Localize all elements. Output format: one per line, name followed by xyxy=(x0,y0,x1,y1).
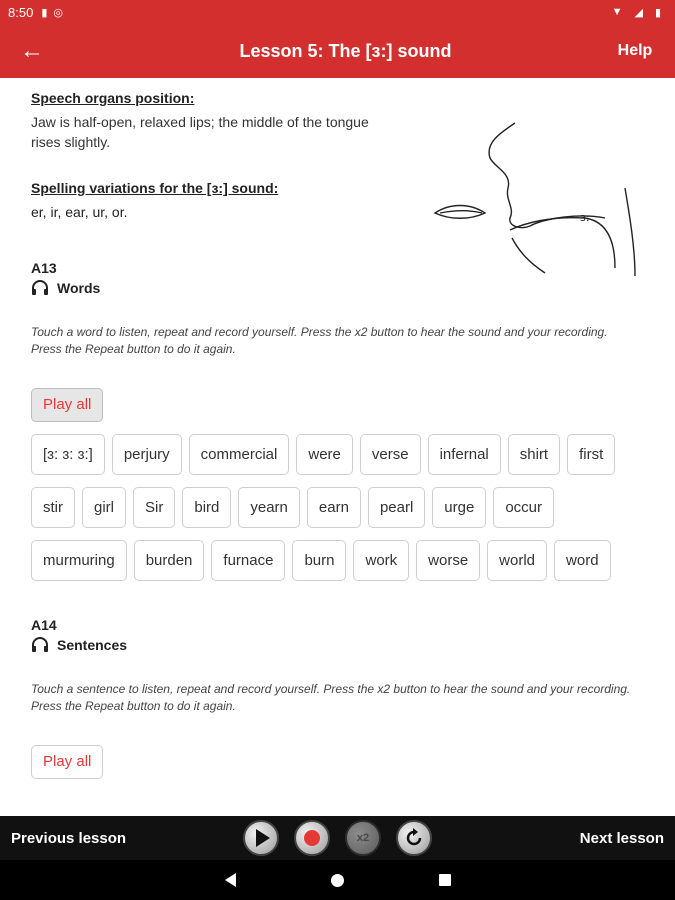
word-button[interactable]: occur xyxy=(493,487,554,528)
word-button[interactable]: Sir xyxy=(133,487,175,528)
nav-home-icon[interactable] xyxy=(331,874,344,887)
word-button[interactable]: girl xyxy=(82,487,126,528)
headphones-icon xyxy=(31,280,49,296)
repeat-icon xyxy=(404,828,424,848)
headphones-icon xyxy=(31,637,49,653)
x2-icon: x2 xyxy=(356,832,370,844)
word-button[interactable]: murmuring xyxy=(31,540,127,581)
app-bar xyxy=(0,24,675,78)
signal-icon: ◢ xyxy=(634,6,643,19)
repeat-button[interactable] xyxy=(396,820,432,856)
nav-back-icon[interactable] xyxy=(225,873,236,887)
exercise-code-a13: A13 xyxy=(31,260,57,276)
arrow-left-icon: ← xyxy=(20,37,44,64)
back-button[interactable] xyxy=(0,24,64,78)
status-time: 8:50 xyxy=(8,4,34,20)
word-button[interactable]: infernal xyxy=(428,434,501,475)
exercise-heading-sentences xyxy=(31,637,644,653)
word-button[interactable]: commercial xyxy=(189,434,290,475)
exercise-title-sentences: Sentences xyxy=(57,637,128,653)
word-list xyxy=(31,434,641,581)
word-button[interactable]: first xyxy=(567,434,615,475)
play-button[interactable] xyxy=(243,820,279,856)
word-button[interactable]: [ɜ: ɜ: ɜ:] xyxy=(31,434,105,475)
word-button[interactable]: yearn xyxy=(238,487,300,528)
player-bar xyxy=(0,816,675,860)
word-button[interactable]: world xyxy=(487,540,547,581)
word-button[interactable]: were xyxy=(296,434,353,475)
word-button[interactable]: perjury xyxy=(112,434,182,475)
speech-organs-diagram xyxy=(430,118,645,278)
word-button[interactable]: pearl xyxy=(368,487,425,528)
word-button[interactable]: verse xyxy=(360,434,421,475)
word-button[interactable]: word xyxy=(554,540,611,581)
help-button[interactable]: Help xyxy=(617,42,653,59)
play-all-sentences-button[interactable]: Play all xyxy=(31,745,103,779)
exercise-code-a14: A14 xyxy=(31,617,57,633)
speech-organs-text: Jaw is half-open, relaxed lips; the middle of the tongue rises slightly. xyxy=(31,114,369,150)
exercise-title-words: Words xyxy=(57,280,101,296)
diagram-sound-label: ɜ: xyxy=(580,211,590,224)
x2-button[interactable] xyxy=(345,820,381,856)
exercise-instructions-sentences: Touch a sentence to listen, repeat and record yourself. Press the x2 button to hear the sound and your recording. Press the Repeat button to do it again. xyxy=(31,682,631,713)
player-controls xyxy=(243,820,432,856)
word-button[interactable]: burden xyxy=(134,540,205,581)
sync-icon: ◎ xyxy=(53,6,63,19)
word-button[interactable]: work xyxy=(353,540,409,581)
word-button[interactable]: worse xyxy=(416,540,480,581)
word-button[interactable]: earn xyxy=(307,487,361,528)
play-icon xyxy=(256,829,270,847)
system-nav-bar xyxy=(0,860,675,900)
word-button[interactable]: urge xyxy=(432,487,486,528)
record-button[interactable] xyxy=(294,820,330,856)
word-button[interactable]: bird xyxy=(182,487,231,528)
lesson-content[interactable] xyxy=(0,78,675,816)
play-all-words-button[interactable]: Play all xyxy=(31,388,103,422)
word-button[interactable]: furnace xyxy=(211,540,285,581)
record-icon xyxy=(304,830,320,846)
nav-recents-icon[interactable] xyxy=(439,874,451,886)
spelling-title: Spelling variations for the [ɜ:] sound: xyxy=(31,180,279,196)
exercise-instructions-words: Touch a word to listen, repeat and record yourself. Press the x2 button to hear the sound and your recording. Press the Repeat button to do it again. xyxy=(31,325,608,356)
word-button[interactable]: stir xyxy=(31,487,75,528)
next-lesson-button[interactable]: Next lesson xyxy=(579,829,664,847)
sd-card-icon: ▮ xyxy=(41,6,48,19)
word-button[interactable]: burn xyxy=(292,540,346,581)
status-bar xyxy=(0,0,675,24)
previous-lesson-button[interactable]: Previous lesson xyxy=(11,829,127,847)
wifi-icon: ▼ xyxy=(611,6,623,18)
page-title: Lesson 5: The [ɜ:] sound xyxy=(239,40,452,61)
spelling-text: er, ir, ear, ur, or. xyxy=(31,204,128,220)
exercise-heading-words xyxy=(31,280,644,296)
battery-icon: ▮ xyxy=(654,6,661,19)
word-button[interactable]: shirt xyxy=(508,434,560,475)
speech-organs-title: Speech organs position: xyxy=(31,90,195,106)
